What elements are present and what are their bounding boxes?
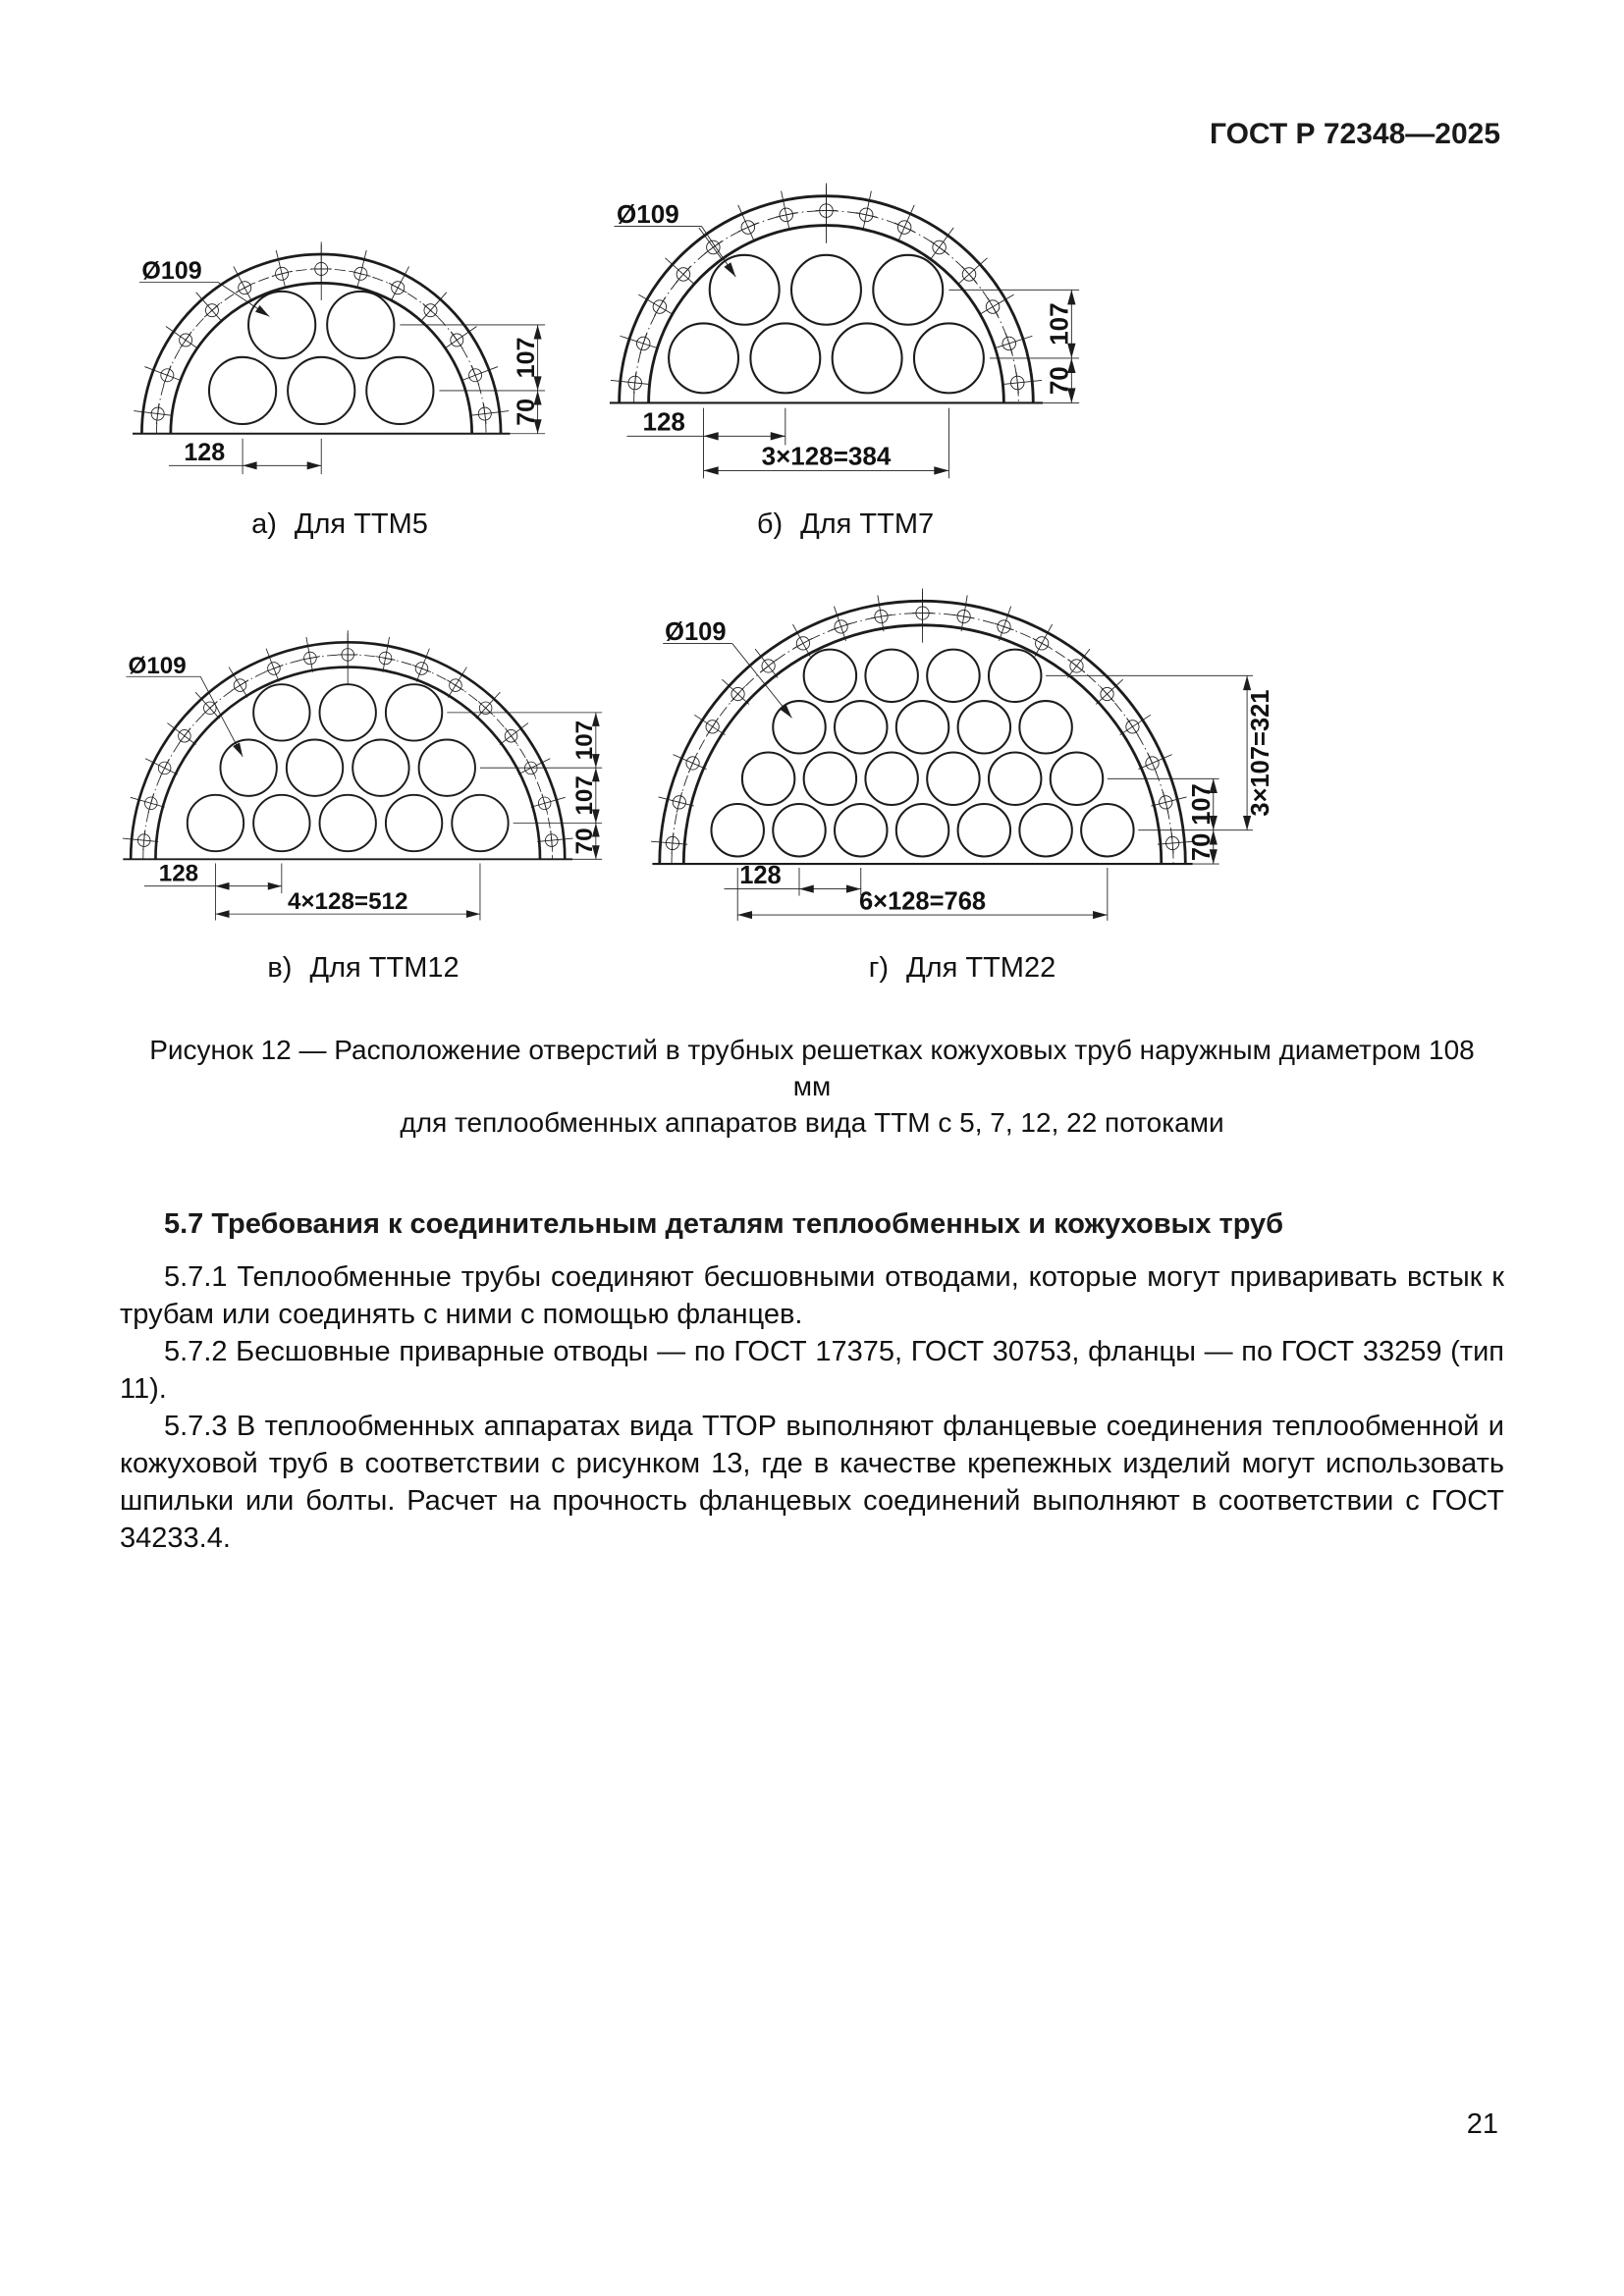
- tube-hole: [750, 323, 820, 393]
- bolt-cross-tick: [640, 334, 647, 354]
- dimension-label: 107: [1187, 783, 1216, 826]
- bolt-cross-tick: [1100, 686, 1114, 702]
- bolt-cross-tick: [994, 623, 1013, 630]
- bolt-cross-tick: [451, 332, 462, 348]
- dim-arrow: [215, 882, 229, 890]
- figure-c-title: Для ТТМ12: [309, 952, 460, 984]
- bolt-cross-tick: [179, 728, 190, 744]
- bolt-cross-tick: [1164, 792, 1168, 813]
- dim-arrow: [1243, 816, 1251, 830]
- figure-b-letter: б): [756, 508, 784, 540]
- bolt-circle-centerline: [143, 655, 553, 859]
- bolt-radial-tick: [611, 380, 650, 384]
- bolt-radial-tick: [306, 637, 313, 672]
- figure-row-1: [118, 173, 1506, 541]
- tube-hole: [835, 701, 887, 753]
- dimension-label: 3×128=384: [761, 441, 892, 471]
- tube-hole: [896, 701, 948, 753]
- dim-arrow: [737, 911, 752, 919]
- bolt-cross-tick: [962, 266, 977, 282]
- tube-hole: [989, 650, 1041, 702]
- tube-hole: [835, 804, 887, 856]
- bolt-radial-tick: [131, 797, 165, 807]
- figure-a-title: Для ТТМ5: [294, 508, 428, 540]
- dimension-label: 107: [512, 337, 540, 379]
- tube-hole: [352, 740, 408, 796]
- bolt-cross-tick: [542, 794, 548, 814]
- tube-hole: [873, 255, 943, 325]
- figure-d-caption: [869, 952, 1056, 985]
- dim-arrow: [771, 432, 785, 440]
- dim-arrow: [1067, 290, 1075, 304]
- dim-arrow: [799, 884, 814, 892]
- bolt-cross-tick: [831, 623, 850, 630]
- tube-hole: [1051, 753, 1103, 805]
- figure-d-title: Для ТТМ22: [906, 952, 1056, 984]
- bolt-radial-tick: [134, 411, 172, 416]
- bolt-radial-tick: [1000, 607, 1011, 641]
- bolt-cross-tick: [760, 660, 777, 672]
- tube-hole: [253, 795, 309, 851]
- bolt-cross-tick: [423, 303, 439, 317]
- figure-d: [648, 582, 1276, 985]
- tube-hole: [220, 740, 276, 796]
- tube-hole: [253, 684, 309, 740]
- bolt-radial-tick: [383, 637, 390, 672]
- dim-arrow: [704, 432, 719, 440]
- tube-hole: [914, 323, 984, 393]
- figure-caption-line-2: для теплообменных аппаратов вида ТТМ с 5, 7, 12, 22 потоками: [400, 1107, 1224, 1138]
- tube-hole: [791, 255, 861, 325]
- leader-arrow: [233, 743, 243, 757]
- bolt-cross-tick: [202, 701, 217, 715]
- diameter-label: Ø109: [665, 618, 727, 647]
- tube-hole: [452, 795, 508, 851]
- leader-arrow: [724, 262, 735, 277]
- figure-c-letter: в): [267, 952, 293, 984]
- dimension-label: 128: [739, 861, 782, 889]
- bolt-radial-tick: [537, 838, 572, 841]
- bolt-cross-tick: [731, 686, 745, 702]
- bolt-circle-centerline: [672, 614, 1173, 865]
- figure-c: [118, 621, 609, 985]
- dimension-label: 3×107=321: [1246, 689, 1274, 817]
- dimension-label: 70: [571, 828, 599, 855]
- tube-hole: [958, 701, 1010, 753]
- tube-hole: [188, 795, 244, 851]
- bolt-radial-tick: [196, 293, 222, 322]
- tube-hole: [320, 684, 376, 740]
- tube-hole: [865, 753, 917, 805]
- tubesheet-diagram-ttm7: [606, 173, 1085, 483]
- tube-hole: [773, 804, 825, 856]
- dimension-label: 107: [1044, 302, 1074, 346]
- tubesheet-diagram-ttm22: [648, 582, 1276, 927]
- tube-hole: [386, 684, 442, 740]
- tube-hole: [865, 650, 917, 702]
- figure-d-letter: г): [868, 952, 890, 984]
- diameter-label: Ø109: [617, 198, 679, 229]
- bolt-radial-tick: [1151, 797, 1186, 806]
- tube-hole: [386, 795, 442, 851]
- tube-hole: [896, 804, 948, 856]
- tube-hole: [804, 753, 856, 805]
- tube-hole: [327, 292, 394, 358]
- bolt-radial-tick: [470, 411, 509, 416]
- bolt-radial-tick: [863, 191, 871, 231]
- bolt-radial-tick: [961, 595, 967, 631]
- figure-a-letter: а): [251, 508, 277, 540]
- dimension-label: 107: [571, 720, 599, 761]
- page-header: [0, 118, 1500, 151]
- figure-b-title: Для ТТМ7: [800, 508, 935, 540]
- bolt-cross-tick: [148, 794, 154, 814]
- paragraph-5-7-3: 5.7.3 В теплообменных аппаратах вида ТТОР выполняют фланцевые соединения теплообменной и кожуховой труб в соответствии с рисунком 13, где в качестве крепежных изделий могут использовать шпильки или болты. Расчет на прочность фланцевых соединений выполняют в соответствии с ГОСТ 34233.4.: [120, 1411, 1504, 1554]
- figure-a-caption: [251, 508, 428, 541]
- dim-arrow: [534, 325, 542, 340]
- leader-arrow: [780, 704, 791, 718]
- dim-arrow: [243, 461, 257, 469]
- dim-arrow: [1093, 911, 1108, 919]
- bolt-cross-tick: [931, 241, 948, 254]
- figure-a: [128, 231, 552, 541]
- bolt-radial-tick: [665, 258, 694, 285]
- dim-arrow: [934, 466, 948, 474]
- bolt-cross-tick: [677, 266, 691, 282]
- figure-c-caption: [267, 952, 459, 985]
- tube-hole: [1019, 804, 1071, 856]
- tube-hole: [742, 753, 794, 805]
- section-heading: 5.7 Требования к соединительным деталям теплообменных и кожуховых труб: [164, 1208, 1284, 1240]
- dim-arrow: [466, 910, 480, 918]
- bolt-cross-tick: [677, 792, 681, 813]
- bolt-cross-tick: [1005, 334, 1012, 354]
- tube-hole: [287, 740, 343, 796]
- dimension-label: 128: [642, 406, 685, 437]
- tube-hole: [366, 357, 433, 424]
- paragraph-5-7-1: 5.7.1 Теплообменные трубы соединяют бесшовными отводами, которые могут приваривать встык к трубам или соединять с ними с помощью фланцев.: [120, 1261, 1504, 1330]
- figure-caption-line-1: Рисунок 12 — Расположение отверстий в трубных решетках кожуховых труб наружным диаметром 108 мм: [149, 1035, 1475, 1101]
- tube-hole: [833, 323, 902, 393]
- bolt-radial-tick: [659, 797, 694, 806]
- tube-hole: [927, 650, 979, 702]
- page-number: 21: [1466, 2109, 1498, 2140]
- bolt-cross-tick: [1068, 660, 1085, 672]
- tube-hole: [1081, 804, 1133, 856]
- bolt-cross-tick: [180, 332, 191, 348]
- inner-arc: [649, 226, 1004, 403]
- tubesheet-diagram-ttm12: [118, 621, 609, 927]
- dim-arrow: [268, 882, 282, 890]
- tube-hole: [804, 650, 856, 702]
- dimension-label: 70: [512, 398, 540, 426]
- figure-b-caption: [757, 508, 934, 541]
- figure-b: [606, 173, 1085, 541]
- tube-hole: [669, 323, 738, 393]
- tube-hole: [1019, 701, 1071, 753]
- inner-arc: [155, 667, 540, 860]
- dimension-label: 6×128=768: [859, 887, 987, 916]
- dimension-label: 128: [184, 438, 226, 466]
- bolt-radial-tick: [834, 607, 845, 641]
- tube-hole: [288, 357, 354, 424]
- diameter-label: Ø109: [141, 256, 202, 285]
- diameter-label: Ø109: [128, 652, 187, 679]
- figure-12-block: [118, 173, 1506, 985]
- dimension-label: 70: [1187, 832, 1216, 862]
- tube-hole: [927, 753, 979, 805]
- dim-arrow: [1243, 675, 1251, 690]
- bolt-radial-tick: [878, 595, 884, 631]
- bolt-cross-tick: [204, 303, 220, 317]
- dim-arrow: [307, 461, 322, 469]
- tube-hole: [209, 357, 276, 424]
- tube-hole: [989, 753, 1041, 805]
- paragraph-5-7-2: 5.7.2 Бесшовные приварные отводы — по ГОСТ 17375, ГОСТ 30753, фланцы — по ГОСТ 33259 (тип 11).: [120, 1336, 1504, 1405]
- dimension-label: 4×128=512: [287, 887, 408, 915]
- tube-hole: [710, 255, 780, 325]
- bolt-radial-tick: [957, 258, 987, 285]
- bolt-cross-tick: [505, 728, 516, 744]
- tube-hole: [958, 804, 1010, 856]
- leader-arrow: [255, 305, 269, 316]
- figure-12-main-caption: [137, 1032, 1487, 1141]
- dim-arrow: [704, 466, 719, 474]
- bolt-radial-tick: [531, 797, 566, 807]
- tube-hole: [711, 804, 763, 856]
- section-5-7: [120, 1205, 1504, 1557]
- bolt-radial-tick: [1002, 380, 1042, 384]
- dimension-label: 107: [571, 775, 599, 816]
- tubesheet-diagram-ttm5: [128, 231, 552, 483]
- tube-hole: [419, 740, 475, 796]
- bolt-radial-tick: [782, 191, 789, 231]
- bolt-radial-tick: [651, 841, 687, 844]
- bolt-radial-tick: [123, 838, 158, 841]
- dimension-label: 70: [1044, 366, 1074, 396]
- standard-number: ГОСТ Р 72348—2025: [1209, 118, 1500, 150]
- dimension-label: 128: [158, 860, 199, 887]
- bolt-radial-tick: [421, 293, 447, 322]
- tube-hole: [248, 292, 315, 358]
- dim-arrow: [215, 910, 229, 918]
- tube-hole: [320, 795, 376, 851]
- figure-row-2: [118, 582, 1506, 985]
